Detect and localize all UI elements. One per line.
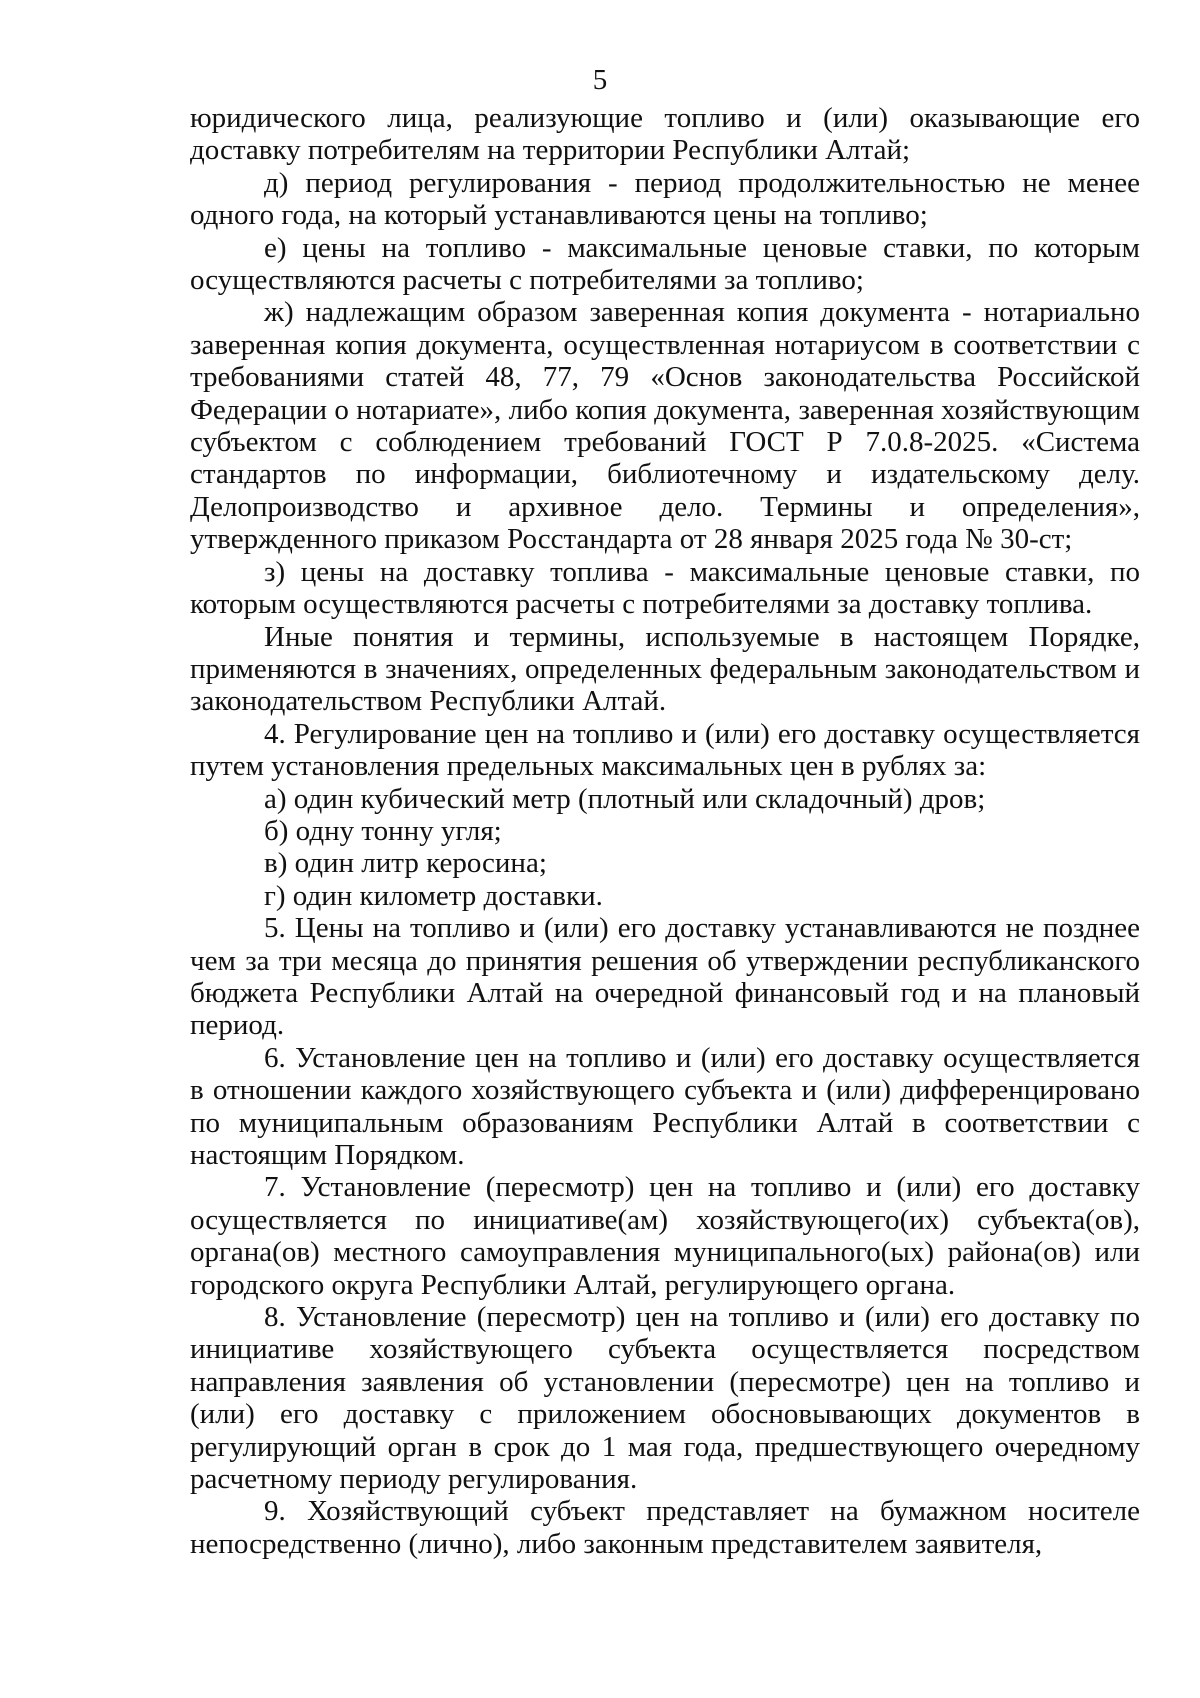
text-line: с требованиями статей 48, 77, 79 «Основ законодательства Российской: [190, 328, 1140, 394]
text-line: б) одну тонну угля;: [264, 814, 502, 847]
text-line: осуществляются расчеты с потребителями за топливо;: [190, 264, 864, 297]
paragraph: [190, 232, 1140, 297]
text-line: Иные понятия и термины, используемые в настоящем Порядке,: [264, 620, 1140, 653]
document-body: [190, 102, 1140, 1560]
text-line: направления заявления об установлении (пересмотре) цен на топливо и (или): [190, 1365, 1140, 1431]
text-line: путем установления предельных максимальных цен в рублях за:: [190, 750, 987, 783]
paragraph: [190, 847, 1140, 879]
text-line: 5. Цены на топливо и (или) его доставку устанавливаются не позднее чем: [190, 912, 1140, 977]
text-line: по муниципальным образованиям Республики Алтай в соответствии: [190, 1106, 1109, 1139]
text-line: применяются в значениях, определенных федеральным законодательством: [190, 652, 1117, 685]
text-line: 6. Установление цен на топливо и (или) его доставку осуществляется: [264, 1041, 1140, 1074]
text-line: по которым осуществляются расчеты с потребителями за доставку топлива.: [190, 555, 1141, 621]
paragraph: [190, 783, 1140, 815]
text-line: городского округа Республики Алтай, регулирующего органа.: [190, 1268, 956, 1301]
text-line: потребителям на территории Республики Алтай;: [307, 134, 911, 167]
text-line: Федерации о нотариате», либо копия документа, заверенная хозяйствующим: [190, 393, 1140, 426]
text-line: бюджета Республики Алтай на очередной финансовый год и на плановый: [190, 976, 1140, 1009]
paragraph: [190, 815, 1140, 847]
text-line: 4. Регулирование цен на топливо и (или) его доставку осуществляется: [264, 717, 1140, 750]
text-line: года, на который устанавливаются цены на топливо;: [281, 199, 928, 232]
paragraph: [190, 102, 1140, 167]
paragraph: [190, 1042, 1140, 1172]
text-line: 9. Хозяйствующий субъект представляет на бумажном носителе: [264, 1495, 1140, 1528]
text-line: Делопроизводство и архивное дело. Термины и определения», утвержденного: [190, 490, 1140, 556]
text-line: за три месяца до принятия решения об утверждении республиканского: [245, 944, 1141, 977]
text-line: осуществляется по инициативе(ам) хозяйствующего(их) субъекта(ов),: [190, 1203, 1140, 1236]
paragraph: [190, 1171, 1140, 1301]
text-line: период.: [190, 1009, 285, 1042]
text-line: з) цены на доставку топлива - максимальные ценовые ставки,: [264, 555, 1095, 588]
paragraph: [190, 1301, 1140, 1495]
text-line: субъектом с соблюдением требований ГОСТ Р 7.0.8-2025. «Система: [190, 426, 1140, 459]
text-line: непосредственно (лично), либо законным представителем заявителя,: [190, 1527, 1043, 1560]
paragraph: [190, 912, 1140, 1042]
text-line: 7. Установление (пересмотр) цен на топливо и (или) его доставку: [264, 1171, 1140, 1204]
paragraph: [190, 718, 1140, 783]
paragraph: [190, 880, 1140, 912]
text-line: его доставку с приложением обосновывающих документов в регулирующий: [190, 1398, 1141, 1463]
text-line: орган в срок до 1 мая года, предшествующего очередному расчетному периоду: [190, 1430, 1141, 1496]
text-line: с настоящим Порядком.: [190, 1106, 1141, 1171]
text-line: юридического лица, реализующие топливо и (или) оказывающие его доставку: [190, 102, 1140, 167]
text-line: регулирования.: [447, 1463, 638, 1496]
text-line: е) цены на топливо - максимальные ценовые ставки, по которым: [264, 231, 1140, 264]
text-line: ж) надлежащим образом заверенная копия документа - нотариально: [264, 296, 1140, 329]
paragraph: [190, 1495, 1140, 1560]
text-line: стандартов по информации, библиотечному и издательскому делу.: [190, 458, 1140, 491]
text-line: 8. Установление (пересмотр) цен на топливо и (или) его доставку: [264, 1301, 1100, 1334]
paragraph: [190, 556, 1140, 621]
paragraph: [190, 167, 1140, 232]
paragraph: [190, 621, 1140, 718]
text-line: г) один километр доставки.: [264, 879, 603, 912]
text-line: по инициативе хозяйствующего субъекта осуществляется посредством: [190, 1301, 1140, 1366]
paragraph: [190, 296, 1140, 555]
text-line: д) период регулирования - период продолжительностью не менее одного: [190, 166, 1140, 232]
text-line: приказом Росстандарта от 28 января 2025 года № 30-ст;: [384, 523, 1073, 556]
text-line: органа(ов) местного самоуправления муниципального(ых) района(ов) или: [190, 1236, 1140, 1269]
text-line: в отношении каждого хозяйствующего субъекта и (или) дифференцировано: [190, 1074, 1140, 1107]
text-line: а) один кубический метр (плотный или складочный) дров;: [264, 782, 986, 815]
text-line: заверенная копия документа, осуществленная нотариусом в соответствии: [190, 328, 1118, 361]
page-number: 5: [592, 64, 608, 96]
text-line: и законодательством Республики Алтай.: [190, 652, 1141, 718]
text-line: в) один литр керосина;: [264, 847, 547, 880]
